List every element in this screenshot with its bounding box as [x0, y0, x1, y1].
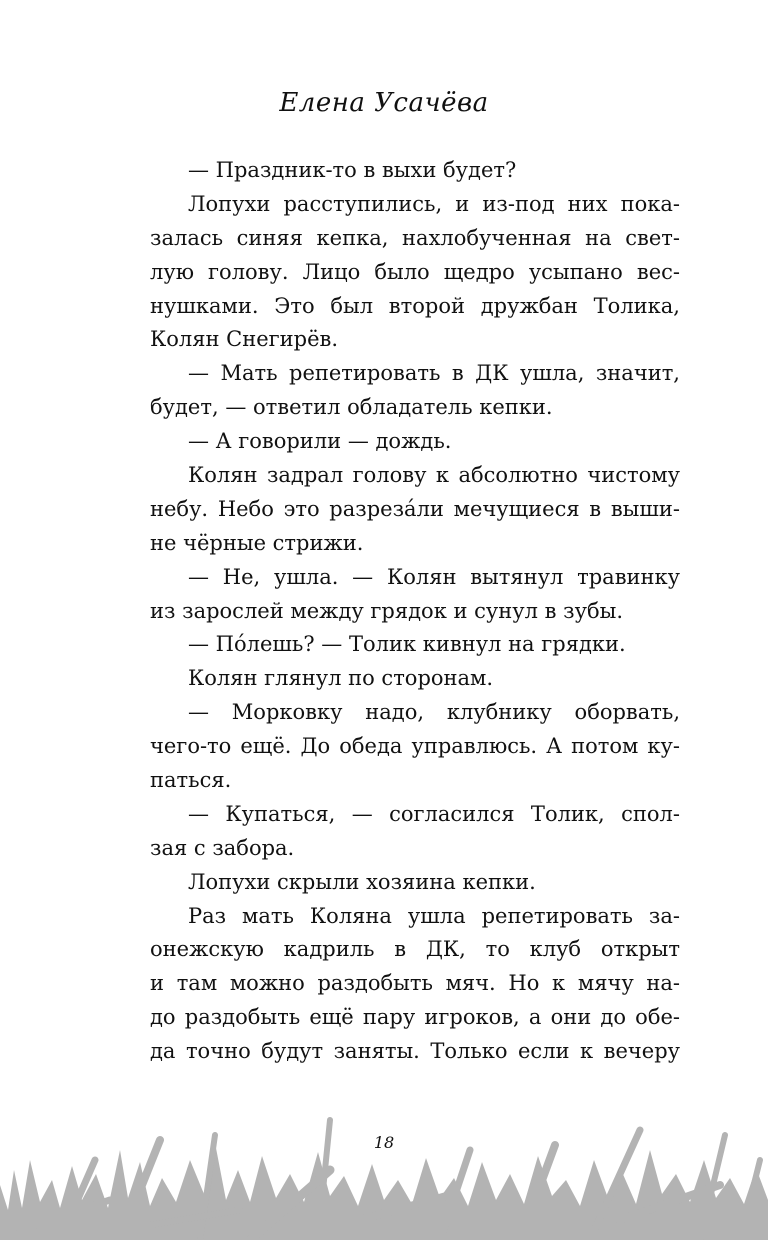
text-line: чего-то ещё. До обеда управлюсь. А потом ку- — [150, 734, 680, 759]
text-line: нушками. Это был второй дружбан Толика, — [150, 293, 680, 318]
text-line: из зарослей между грядок и сунул в зубы. — [150, 598, 623, 623]
text-line: и там можно раздобыть мяч. Но к мячу на- — [150, 971, 680, 996]
text-line: небу. Небо это разреза́ли мечущиеся в выши- — [150, 496, 680, 521]
text-line: — А говорили — дождь. — [188, 429, 452, 454]
page-number: 18 — [373, 1133, 395, 1152]
text-line: Лопухи скрыли хозяина кепки. — [188, 869, 536, 894]
text-line: — Не, ушла. — Колян вытянул травинку — [188, 564, 680, 589]
grass-decoration — [0, 1090, 768, 1240]
text-line: до раздобыть ещё пару игроков, а они до обе- — [150, 1005, 680, 1030]
text-line: Колян Снегирёв. — [150, 327, 339, 352]
text-line: Раз мать Коляна ушла репетировать за- — [188, 903, 680, 928]
text-line: да точно будут заняты. Только если к вечеру — [150, 1039, 680, 1064]
text-line: лую голову. Лицо было щедро усыпано вес- — [150, 259, 680, 284]
text-line: онежскую кадриль в ДК, то клуб открыт — [150, 937, 680, 962]
text-line: — Купаться, — согласился Толик, спол- — [188, 801, 680, 826]
text-line: будет, — ответил обладатель кепки. — [150, 395, 553, 420]
text-line: — Мать репетировать в ДК ушла, значит, — [188, 361, 680, 386]
body-text — [150, 154, 680, 1069]
text-line: — Праздник-то в выхи будет? — [188, 158, 517, 182]
text-line: зая с забора. — [150, 835, 295, 860]
text-line: паться. — [150, 768, 232, 793]
text-line: не чёрные стрижи. — [150, 530, 364, 555]
running-header-author: Елена Усачёва — [279, 88, 489, 118]
text-line: Колян задрал голову к абсолютно чистому — [188, 463, 680, 488]
text-line: — Морковку надо, клубнику оборвать, — [188, 700, 680, 725]
text-line: Лопухи расступились, и из-под них пока- — [188, 191, 680, 216]
text-line: залась синяя кепка, нахлобученная на свет- — [150, 225, 680, 250]
text-line: Колян глянул по сторонам. — [188, 666, 494, 691]
text-line: — По́лешь? — Толик кивнул на грядки. — [188, 632, 626, 657]
